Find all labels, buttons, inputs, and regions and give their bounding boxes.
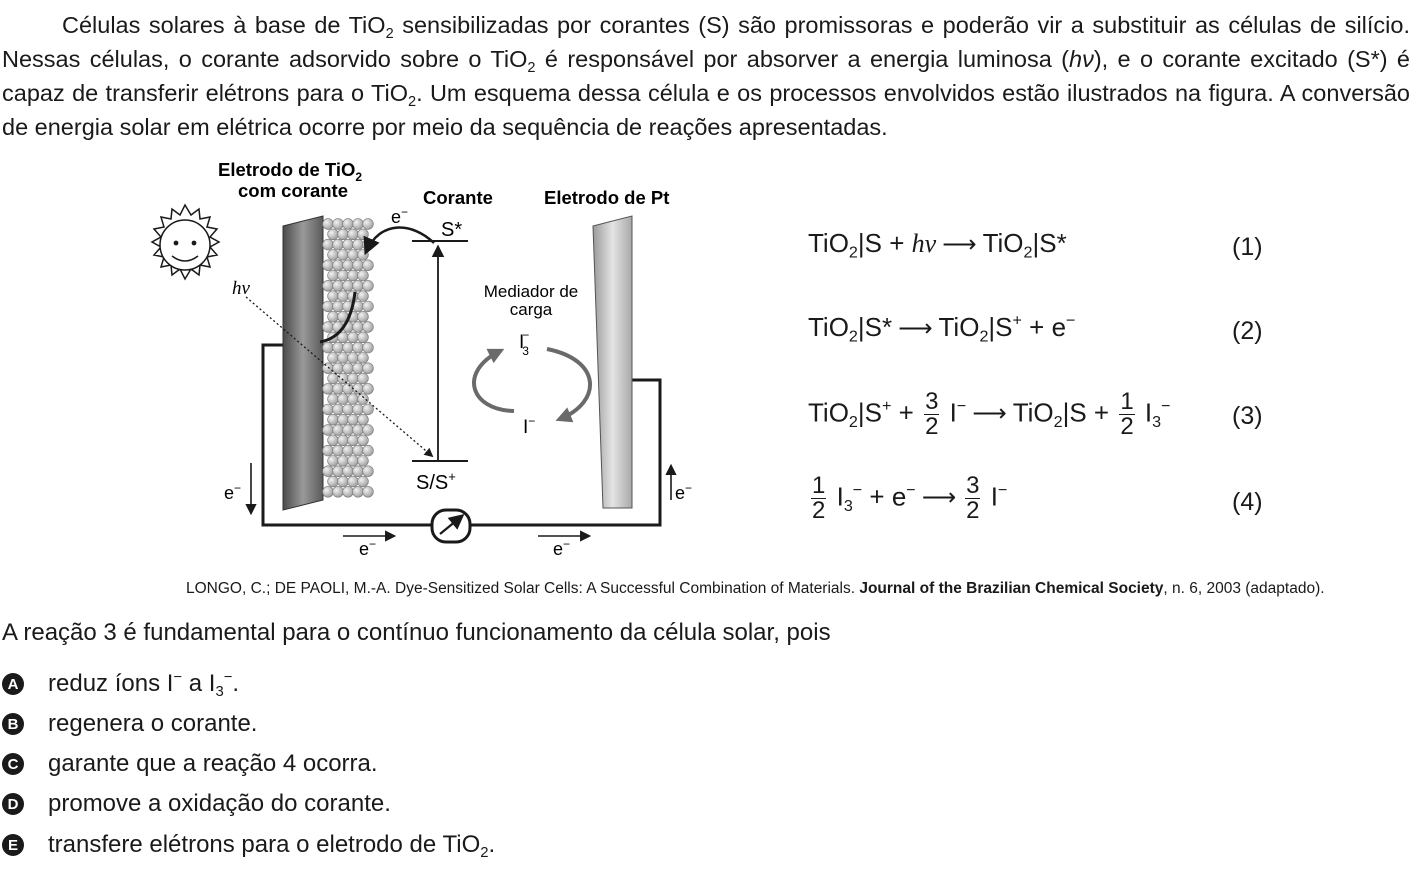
i-label: I− [523, 414, 536, 438]
tio2-particle [363, 486, 374, 497]
tio2-particle [323, 466, 334, 477]
tio2-electrode-plate [283, 216, 323, 510]
option-c[interactable] [2, 747, 378, 781]
tio2-particle [363, 383, 374, 394]
tio2-particle [333, 466, 344, 477]
tio2-particle [353, 219, 364, 230]
tio2-particle [343, 219, 354, 230]
tio2-particle [338, 250, 349, 261]
electron-label-left: e− [224, 481, 242, 503]
tio2-particle [338, 291, 349, 302]
tio2-particle [358, 229, 369, 240]
tio2-particle [353, 322, 364, 333]
tio2-particle [343, 239, 354, 250]
tio2-particle [328, 476, 339, 487]
option-b-badge: B [2, 713, 24, 735]
citation: LONGO, C.; DE PAOLI, M.-A. Dye-Sensitized Solar Cells: A Successful Combination of Materials. Journal of the Brazilian Chemical Society, n. 6, 2003 (adaptado). [186, 580, 1325, 597]
equation-2-number: (2) [1232, 317, 1263, 345]
i3-label: I− 3 [519, 328, 530, 358]
ss-label: S/S+ [416, 469, 456, 494]
option-e-text: transfere elétrons para o eletrodo de TiO$_2$. [48, 831, 496, 862]
tio2-particle [328, 250, 339, 261]
tio2-particle [348, 332, 359, 343]
tio2-particle [323, 322, 334, 333]
option-d-text: promove a oxidação do corante. [48, 790, 391, 817]
tio2-particle [343, 404, 354, 415]
tio2-particle [333, 239, 344, 250]
tio2-particle [358, 476, 369, 487]
label-with-dye: com corante [238, 180, 349, 201]
tio2-particle [353, 363, 364, 374]
option-d[interactable] [2, 787, 391, 821]
tio2-particle [348, 435, 359, 446]
tio2-particle [333, 486, 344, 497]
tio2-particle [343, 466, 354, 477]
tio2-particle [343, 383, 354, 394]
tio2-particle [363, 260, 374, 271]
tio2-particle [353, 425, 364, 436]
tio2-particle [333, 425, 344, 436]
tio2-particle [328, 229, 339, 240]
option-e-badge: E [2, 834, 24, 856]
tio2-particle [358, 270, 369, 281]
tio2-particle [348, 414, 359, 425]
tio2-particle [358, 332, 369, 343]
tio2-particle [348, 373, 359, 384]
mediator-cycle-left [474, 351, 514, 411]
tio2-particle [353, 466, 364, 477]
equation-3: TiO$_2$|S+ + $\frac{3}{2}$ I− ⟶ TiO$_2$|S + $\frac{1}{2}$ $I_3^-$ [808, 388, 1171, 440]
electron-label-bottom-1: e− [359, 537, 377, 559]
tio2-particle [363, 445, 374, 456]
tio2-particle [323, 404, 334, 415]
tio2-particle [358, 291, 369, 302]
tio2-particle [348, 456, 359, 467]
tio2-particle [353, 280, 364, 291]
electron-label-bottom-2: e− [553, 537, 571, 559]
tio2-particle [333, 342, 344, 353]
tio2-particle [323, 486, 334, 497]
tio2-particle [323, 239, 334, 250]
tio2-particle [338, 270, 349, 281]
fraction-1-2: $\frac{1}{2}$ [1120, 388, 1134, 440]
tio2-particle [343, 260, 354, 271]
injection-electron-label: e− [391, 205, 409, 227]
tio2-particle [363, 322, 374, 333]
tio2-particle [328, 435, 339, 446]
tio2-particle [323, 301, 334, 312]
equation-4-number: (4) [1232, 488, 1263, 516]
tio2-particle [333, 363, 344, 374]
tio2-particle [363, 342, 374, 353]
tio2-particle [338, 435, 349, 446]
tio2-particle [353, 239, 364, 250]
sstar-label: S* [441, 219, 463, 241]
tio2-particle [328, 414, 339, 425]
tio2-particle [353, 342, 364, 353]
tio2-particle [348, 353, 359, 364]
tio2-particle [323, 280, 334, 291]
tio2-particle [358, 373, 369, 384]
tio2-particle [343, 363, 354, 374]
tio2-particle [348, 476, 359, 487]
fraction-3-2: $\frac{3}{2}$ [925, 388, 939, 440]
option-a[interactable] [2, 667, 239, 701]
tio2-particle [323, 445, 334, 456]
tio2-particle [353, 445, 364, 456]
intro-paragraph: Células solares à base de TiO$_2$ sensibilizadas por corantes (S) são promissoras e poderão vir a substituir as células de silício. Nessas células, o corante adsorvido sobre o TiO$_2$ é responsável por absorver a energia luminosa (hν), e o corante excitado (S*) é capaz de transferir elétrons para o TiO$_2$. Um esquema dessa célula e os processos envolvidos estão ilustrados na figura. A conversão de energia solar em elétrica ocorre por meio da sequência de reações apresentadas. [2, 12, 1410, 140]
tio2-particle [323, 383, 334, 394]
equation-1: TiO$_2$|S + hν ⟶ TiO$_2$|S* [808, 228, 1067, 262]
equation-1-number: (1) [1232, 233, 1263, 261]
option-a-text: reduz íons I− a $I_3^-$. [48, 669, 240, 701]
tio2-particle [363, 301, 374, 312]
mediator-cycle-right [547, 349, 590, 419]
pt-electrode-plate [593, 216, 632, 508]
tio2-particle [363, 280, 374, 291]
option-e[interactable] [2, 828, 495, 862]
tio2-particle [353, 383, 364, 394]
option-b-text: regenera o corante. [48, 710, 258, 737]
tio2-particle [363, 404, 374, 415]
option-c-badge: C [2, 753, 24, 775]
tio2-particle [328, 456, 339, 467]
tio2-particle [333, 260, 344, 271]
tio2-particle [348, 250, 359, 261]
electron-label-right: e− [675, 481, 693, 503]
tio2-particle [358, 394, 369, 405]
tio2-particle [338, 456, 349, 467]
tio2-particle [358, 353, 369, 364]
tio2-particle [363, 425, 374, 436]
tio2-particle [338, 414, 349, 425]
option-d-badge: D [2, 793, 24, 815]
label-tio2-electrode: Eletrodo de TiO$_2$ [218, 159, 363, 184]
tio2-particle [328, 270, 339, 281]
option-a-badge: A [2, 673, 24, 695]
label-pt-electrode: Eletrodo de Pt [544, 187, 670, 208]
tio2-particle [363, 219, 374, 230]
tio2-particle [348, 229, 359, 240]
label-dye: Corante [423, 187, 493, 208]
tio2-particle [333, 404, 344, 415]
tio2-particle [333, 301, 344, 312]
mediator-label: Mediador de [483, 282, 579, 301]
tio2-particle [343, 342, 354, 353]
tio2-particle [363, 363, 374, 374]
option-b[interactable] [2, 707, 257, 741]
tio2-particles [323, 219, 374, 498]
tio2-particle [323, 260, 334, 271]
tio2-particle [328, 353, 339, 364]
hv-symbol: hν [1069, 46, 1094, 72]
tio2-particle [358, 435, 369, 446]
option-c-text: garante que a reação 4 ocorra. [48, 750, 378, 777]
equation-3-number: (3) [1232, 402, 1263, 430]
tio2-particle [333, 383, 344, 394]
injection-arrow [366, 228, 434, 252]
tio2-particle [328, 373, 339, 384]
hv-label: hν [232, 278, 250, 299]
solar-cell-diagram [0, 0, 720, 575]
tio2-particle [343, 280, 354, 291]
equation-2: TiO$_2$|S* ⟶ TiO$_2$|S+ + e− [808, 311, 1076, 346]
tio2-particle [338, 394, 349, 405]
fraction-1-2-eq4: $\frac{1}{2}$ [812, 472, 826, 524]
tio2-particle [358, 311, 369, 322]
tio2-particle [323, 342, 334, 353]
tio2-particle [323, 219, 334, 230]
tio2-particle [343, 486, 354, 497]
tio2-particle [343, 425, 354, 436]
tio2-particle [328, 394, 339, 405]
tio2-particle [363, 466, 374, 477]
question-stem: A reação 3 é fundamental para o contínuo funcionamento da célula solar, pois [2, 619, 831, 646]
tio2-particle [353, 404, 364, 415]
tio2-particle [353, 260, 364, 271]
tio2-particle [333, 280, 344, 291]
tio2-particle [358, 414, 369, 425]
tio2-particle [328, 291, 339, 302]
mediator-label-2: carga [509, 300, 553, 319]
tio2-particle [333, 445, 344, 456]
tio2-particle [333, 219, 344, 230]
tio2-particle [328, 311, 339, 322]
tio2-particle [343, 445, 354, 456]
tio2-particle [353, 486, 364, 497]
tio2-particle [348, 394, 359, 405]
tio2-particle [338, 476, 349, 487]
equation-4: $\frac{1}{2}$ $I_3^- + e^-$ ⟶ $\frac{3}{2}$ I− [812, 472, 1008, 524]
fraction-3-2-eq4: $\frac{3}{2}$ [966, 472, 980, 524]
tio2-particle [348, 270, 359, 281]
tio2-particle [338, 373, 349, 384]
tio2-particle [358, 456, 369, 467]
tio2-particle [338, 353, 349, 364]
tio2-particle [338, 229, 349, 240]
sun-icon [152, 205, 219, 279]
tio2-particle [323, 425, 334, 436]
tio2-particle [323, 363, 334, 374]
